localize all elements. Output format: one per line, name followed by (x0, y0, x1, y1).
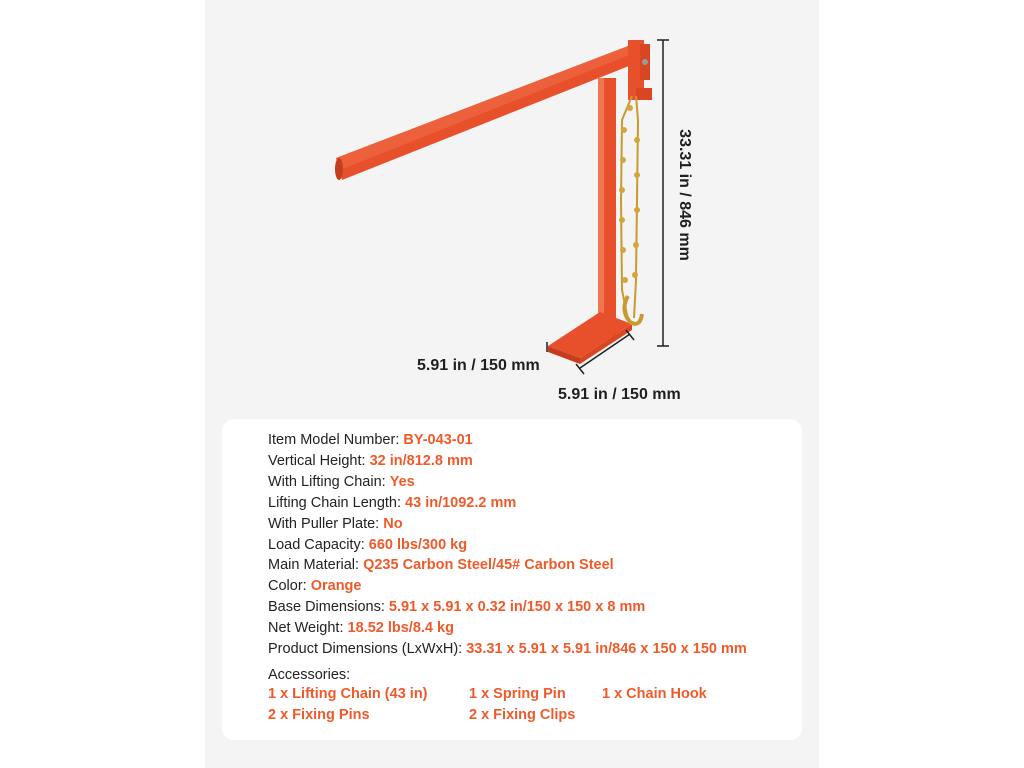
spec-value: BY-043-01 (403, 432, 473, 448)
spec-model (268, 431, 473, 449)
accessories-heading: Accessories: (268, 667, 351, 683)
spec-value: Q235 Carbon Steel/45# Carbon Steel (363, 557, 614, 573)
spec-color (268, 577, 361, 595)
spec-label: Product Dimensions (LxWxH): (268, 641, 467, 657)
spec-value: 660 lbs/300 kg (368, 537, 468, 553)
spec-net-weight (268, 619, 454, 637)
base-depth-label: 5.91 in / 150 mm (558, 386, 681, 403)
spec-value: Orange (310, 578, 362, 594)
chain-hook (624, 296, 642, 324)
spec-lifting-chain (268, 473, 415, 491)
spec-chain-length (268, 494, 516, 512)
spec-label: Net Weight: (268, 620, 348, 636)
spec-puller-plate (268, 515, 403, 533)
spec-value: 32 in/812.8 mm (369, 453, 473, 469)
spec-label: Main Material: (268, 557, 364, 573)
spec-label: With Lifting Chain: (268, 474, 390, 490)
spec-base-dimensions (268, 598, 645, 616)
base-width-label: 5.91 in / 150 mm (417, 357, 540, 374)
spec-value: Yes (389, 474, 415, 490)
spec-value: No (383, 516, 403, 532)
spec-load-capacity (268, 536, 467, 554)
spec-value: 18.52 lbs/8.4 kg (347, 620, 454, 636)
accessory-item: 2 x Fixing Clips (469, 707, 576, 723)
spec-label: Base Dimensions: (268, 599, 389, 615)
spec-label: Lifting Chain Length: (268, 495, 406, 511)
spec-value: 5.91 x 5.91 x 0.32 in/150 x 150 x 8 mm (388, 599, 646, 615)
spec-value: 43 in/1092.2 mm (405, 495, 517, 511)
spec-material (268, 556, 614, 574)
height-label: 33.31 in / 846 mm (676, 129, 693, 261)
accessory-item: 1 x Spring Pin (469, 686, 566, 702)
spec-label: Color: (268, 578, 311, 594)
accessory-item: 2 x Fixing Pins (268, 707, 370, 723)
spec-label: Load Capacity: (268, 537, 369, 553)
spec-value: 33.31 x 5.91 x 5.91 in/846 x 150 x 150 mm (466, 641, 747, 657)
spec-product-dimensions (268, 640, 747, 658)
accessory-item: 1 x Chain Hook (602, 686, 707, 702)
spec-label: Vertical Height: (268, 453, 370, 469)
spec-label: Item Model Number: (268, 432, 404, 448)
spec-vertical-height (268, 452, 473, 470)
spec-label: With Puller Plate: (268, 516, 384, 532)
accessory-item: 1 x Lifting Chain (43 in) (268, 686, 428, 702)
